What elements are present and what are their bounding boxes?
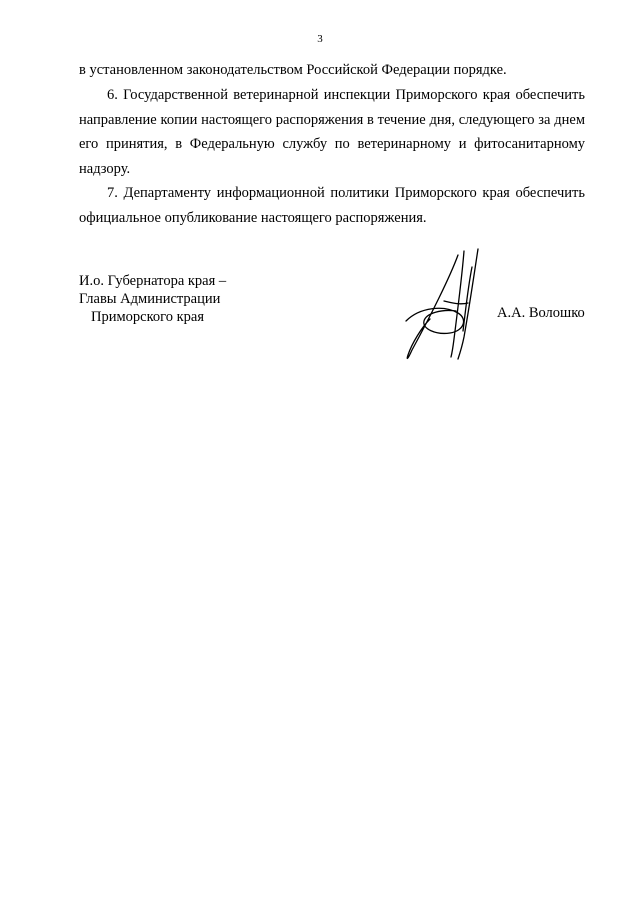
item-6-paragraph: 6. Государственной ветеринарной инспекции Приморского края обеспечить направление копии настоящего распоряжения в течение дня, следующего за днем его принятия, в Федеральную службу по ветеринарному и фитосанитарному надзору. xyxy=(79,87,585,177)
item-7-paragraph: 7. Департаменту информационной политики Приморского края обеспечить официальное опубликование настоящего распоряжения. xyxy=(79,185,585,226)
page-number: 3 xyxy=(317,33,323,45)
signature-block xyxy=(79,272,226,326)
signatory-title-line-3: Приморского края xyxy=(91,309,205,325)
continuation-paragraph: в установленном законодательством Российской Федерации порядке. xyxy=(79,62,507,78)
signatory-title-line-2: Главы Администрации xyxy=(79,291,221,307)
signatory-title-line-1: И.о. Губернатора края – xyxy=(79,273,227,289)
signatory-name: А.А. Волошко xyxy=(497,305,585,321)
handwritten-signature xyxy=(400,247,500,367)
